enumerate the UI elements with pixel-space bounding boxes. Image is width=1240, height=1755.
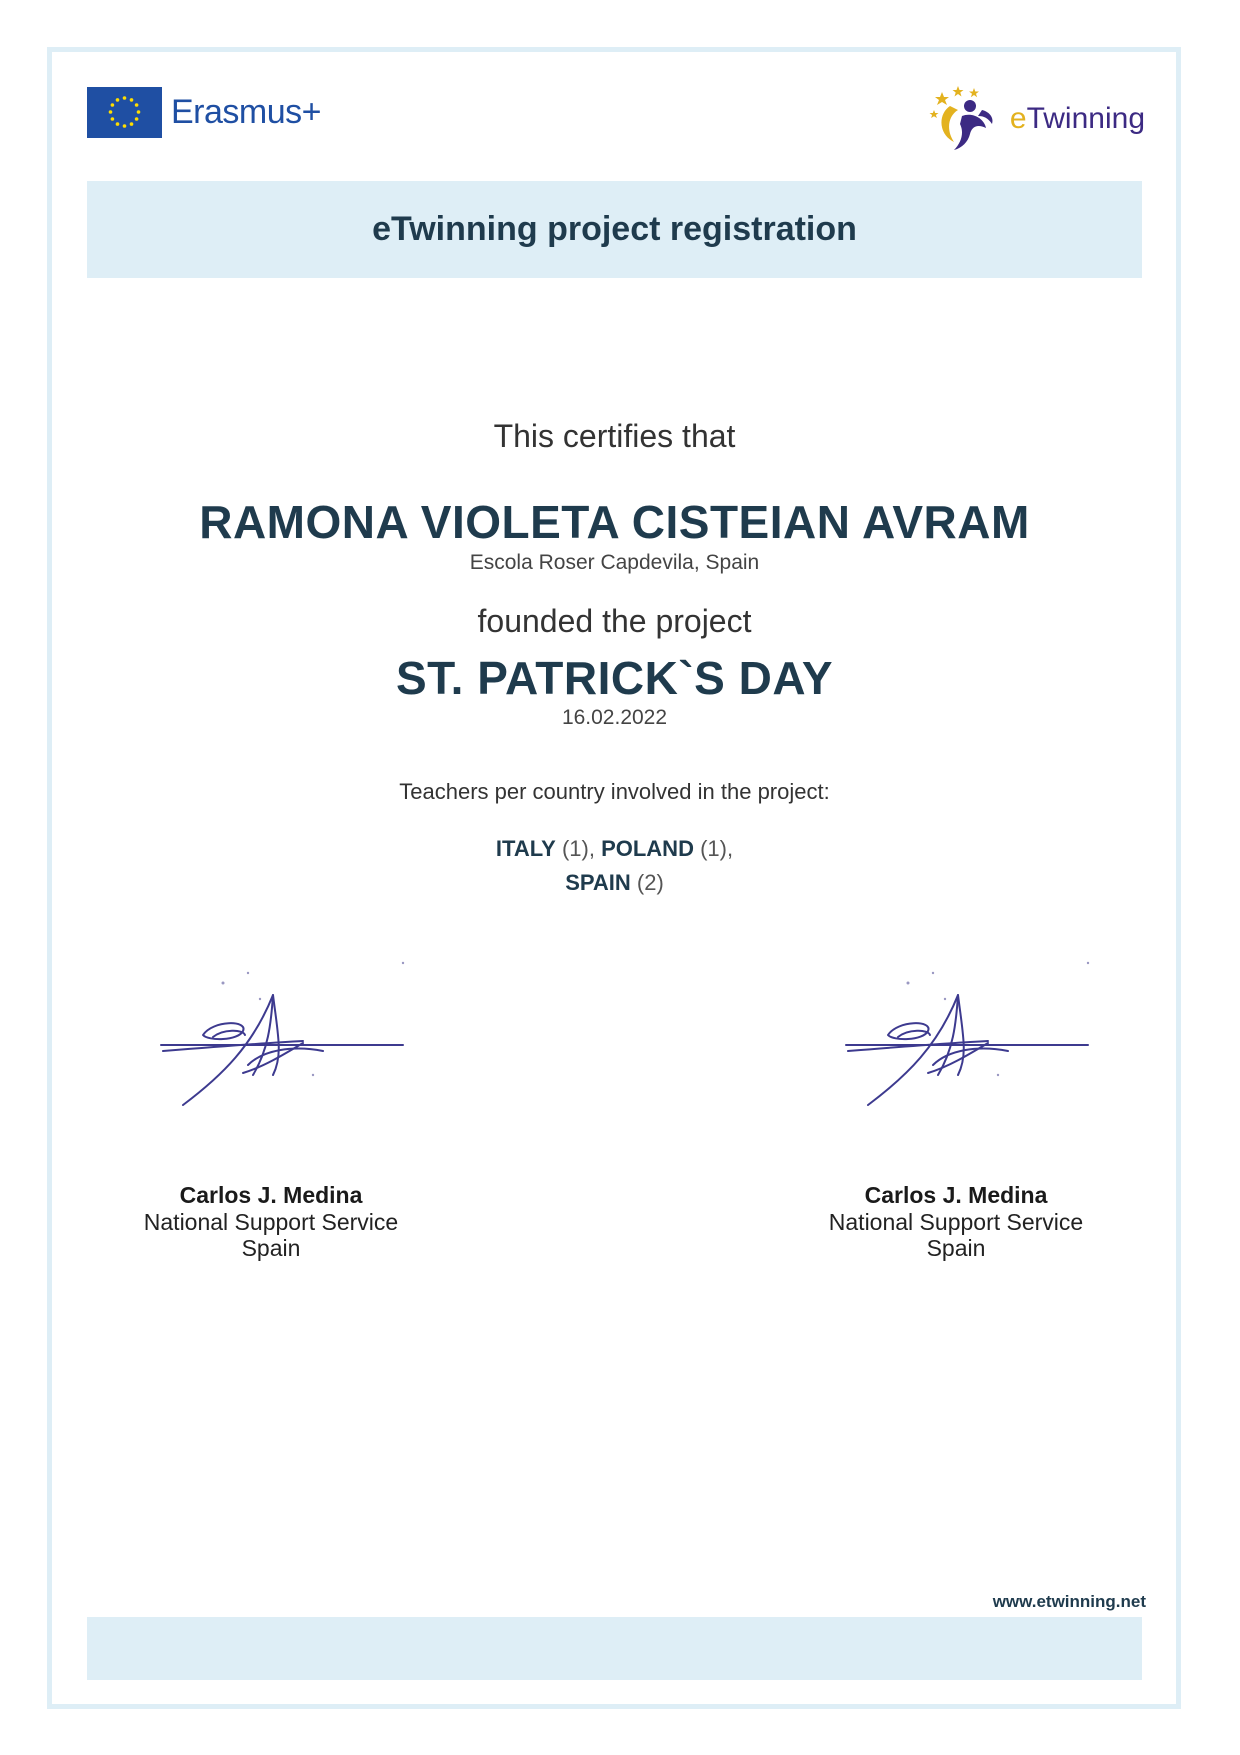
country-count: (1), [700, 836, 734, 861]
country-count: (2) [636, 870, 664, 895]
signatory-right [796, 955, 1116, 1261]
project-date: 16.02.2022 [561, 706, 668, 729]
country-line-1 [87, 832, 1142, 866]
eu-flag-icon [87, 87, 162, 138]
signatory-name: Carlos J. Medina [179, 1182, 363, 1208]
project-name: ST. PATRICK`S DAY [395, 652, 834, 704]
footer-band [87, 1617, 1142, 1680]
etwinning-wordmark [1010, 102, 1145, 136]
country-name: ITALY [495, 836, 556, 861]
signatory-country: Spain [926, 1235, 986, 1261]
signatory-left [111, 955, 431, 1261]
page-title: eTwinning project registration [372, 210, 857, 248]
participant-name: RAMONA VIOLETA CISTEIAN AVRAM [199, 496, 1030, 548]
title-band [87, 181, 1142, 278]
signature-image [838, 955, 1108, 1130]
etwinning-mark-icon [928, 84, 1008, 154]
etwinning-wordmark-e: e [1009, 102, 1027, 135]
etwinning-logo [928, 84, 1145, 154]
certifies-text: This certifies that [493, 418, 736, 454]
teachers-label: Teachers per country involved in the project: [399, 779, 830, 804]
etwinning-wordmark-rest: Twinning [1026, 102, 1145, 135]
country-line-2 [87, 866, 1142, 900]
country-name: POLAND [601, 836, 694, 861]
country-count: (1), [561, 836, 595, 861]
action-text: founded the project [477, 603, 752, 639]
signature-image [153, 955, 423, 1130]
signatory-country: Spain [241, 1235, 301, 1261]
school-name: Escola Roser Capdevila, Spain [469, 551, 760, 574]
erasmus-wordmark: Erasmus+ [171, 93, 321, 131]
signatory-name: Carlos J. Medina [864, 1182, 1048, 1208]
erasmus-logo [87, 86, 321, 139]
signatory-role: National Support Service [828, 1209, 1084, 1235]
website-link[interactable]: www.etwinning.net [992, 1592, 1146, 1611]
country-list [87, 832, 1142, 900]
country-name: SPAIN [565, 870, 631, 895]
signatory-role: National Support Service [143, 1209, 399, 1235]
